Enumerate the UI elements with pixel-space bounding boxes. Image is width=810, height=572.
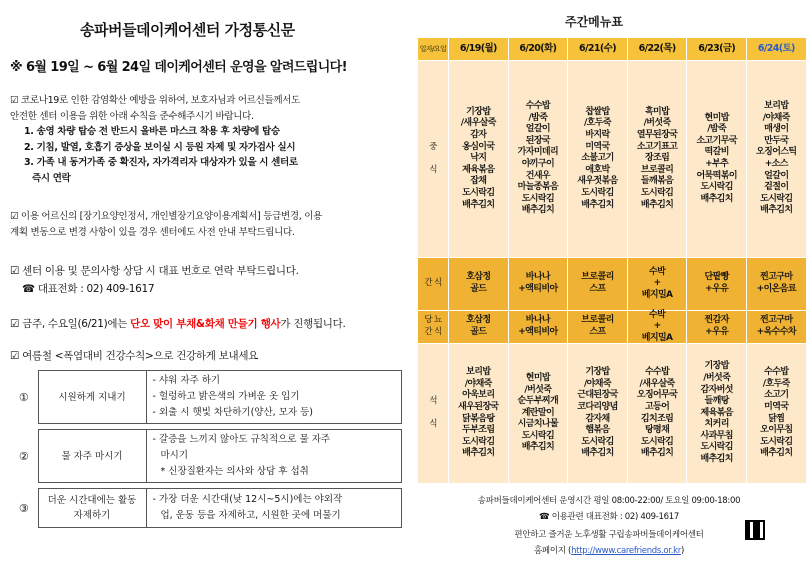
- lunch-menu-cell: 현미밥 /밤죽 소고기무국 떡갈비 +부추 어묵떡볶이 도시락김 배추김치: [687, 61, 746, 257]
- footer-phone: ☎ 이용관련 대표전화 : 02) 409-1617: [539, 512, 679, 522]
- snack2-menu-cell: 바나나 +액티비아: [509, 311, 568, 343]
- covid-rules: [24, 124, 298, 186]
- tip-line: - 샤워 자주 하기: [152, 375, 221, 386]
- contact-line: ☑ 센터 이용 및 문의사항 상담 시 대표 번호로 연락 부탁드립니다.: [10, 265, 299, 277]
- tip-name: 더운 시간대에는 활동 자제하기: [38, 489, 146, 528]
- lunch-menu-cell: 기장밥 /새우살죽 감자 옹심이국 낙지 제육볶음 잡채 도시락김 배추김치: [449, 61, 508, 257]
- snack2-menu-cell: 수박 + 베지밀A: [628, 311, 687, 343]
- tip-line: - 가장 더운 시간대(낮 12시~5시)에는 야외작: [152, 494, 343, 505]
- tip-number: ③: [18, 501, 29, 515]
- meal-label-lunch: 중 식: [418, 61, 448, 257]
- covid-line-2: 안전한 센터 이용을 위한 아래 수칙을 준수해주시기 바랍니다.: [10, 110, 254, 122]
- day-header: 6/21(수): [568, 38, 627, 60]
- homepage-close: ): [680, 546, 684, 556]
- info-line-2: 계획 변동으로 변경 사항이 있을 경우 센터에도 사전 안내 부탁드립니다.: [10, 226, 295, 238]
- homepage-link[interactable]: http://www.carefriends.or.kr: [571, 546, 681, 556]
- day-header: 6/24(토): [747, 38, 806, 60]
- newsletter-title: 송파버들데이케어센터 가정통신문: [80, 21, 295, 39]
- lunch-menu-cell: 찹쌀밥 /호두죽 바지락 미역국 소불고기 애호박 새우젓볶음 도시락김 배추김치: [568, 61, 627, 257]
- tip-line: - 헐렁하고 밝은색의 가벼운 옷 입기: [152, 391, 300, 402]
- tip-line: * 신장질환자는 의사와 상담 후 섭취: [160, 466, 309, 477]
- day-header: 6/22(목): [628, 38, 687, 60]
- dinner-menu-cell: 기장밥 /야채죽 근대된장국 코다리양념 감자채 햄볶음 도시락김 배추김치: [568, 344, 627, 483]
- footer-slogan: 편안하고 즐거운 노후생활 구립송파버들데이케어센터: [514, 530, 704, 540]
- newsletter-panel: [10, 0, 405, 572]
- snack2-menu-cell: 찐감자 +우유: [687, 311, 746, 343]
- menu-panel: [415, 0, 803, 572]
- tip-line: 업, 운동 등을 자제하고, 시원한 곳에 머물기: [160, 510, 341, 521]
- weekly-menu-table: [418, 38, 800, 483]
- tip-name: 시원하게 지내기: [38, 371, 146, 424]
- lunch-menu-cell: 수수밥 /밤죽 얼갈이 된장국 가자미데리 야끼구이 건새우 마늘종볶음 도시락김 배추김치: [509, 61, 568, 257]
- covid-rule-1: 1. 송영 차량 탑승 전 반드시 올바른 마스크 착용 후 차량에 탑승: [24, 126, 280, 137]
- tip-row: [10, 371, 402, 424]
- snack2-menu-cell: 찐고구마 +옥수수차: [747, 311, 806, 343]
- covid-rule-2: 2. 기침, 발열, 호흡기 증상을 보이실 시 등원 자제 및 자가검사 실시: [24, 141, 296, 153]
- day-header: 6/19(월): [449, 38, 508, 60]
- homepage-label: 홈페이지 (: [534, 546, 572, 556]
- tip-line: - 갈증을 느끼지 않아도 규칙적으로 물 자주: [152, 434, 331, 445]
- menu-corner-label: 일자/요일: [418, 38, 448, 60]
- menu-title: 주간메뉴표: [565, 15, 623, 29]
- info-notice: [10, 209, 322, 240]
- tip-number: ①: [18, 390, 29, 404]
- dinner-menu-cell: 현미밥 /버섯죽 순두부찌개 계란말이 시금치나물 도시락김 배추김치: [509, 344, 568, 483]
- snack2-menu-cell: 호삼정 골드: [449, 311, 508, 343]
- tip-row: [10, 430, 402, 483]
- day-header: 6/20(화): [509, 38, 568, 60]
- footer-homepage: [415, 544, 803, 556]
- covid-line-1: ☑ 코로나19로 인한 감염확산 예방을 위하여, 보호자님과 어르신들께서도: [10, 95, 301, 106]
- tip-description: [146, 430, 402, 483]
- contact-notice: [10, 262, 299, 298]
- snack1-menu-cell: 바나나 +액티비아: [509, 258, 568, 310]
- snack1-menu-cell: 단팥빵 +우유: [687, 258, 746, 310]
- covid-notice: [10, 93, 300, 124]
- snack1-menu-cell: 호삼정 골드: [449, 258, 508, 310]
- dinner-menu-cell: 보리밥 /야채죽 아욱보리 새우된장국 닭볶음탕 두부조림 도시락김 배추김치: [449, 344, 508, 483]
- covid-rule-3: 3. 가족 내 동거가족 중 확진자, 자가격리자 대상자가 있을 시 센터로: [24, 157, 298, 168]
- summer-heading: ☑ 여름철 <폭염대비 건강수칙>으로 건강하게 보내세요: [10, 350, 258, 362]
- day-header: 6/23(금): [687, 38, 746, 60]
- snack2-menu-cell: 브로콜리 스프: [568, 311, 627, 343]
- tip-number: ②: [18, 449, 29, 463]
- dinner-menu-cell: 기장밥 /버섯죽 감자버섯 들깨탕 제육볶음 치커리 사과무침 도시락김 배추김치: [687, 344, 746, 483]
- lunch-menu-cell: 보리밥 /야채죽 매생이 만두국 오징어스틱 +소스 얼갈이 겉절이 도시락김 배추김치: [747, 61, 806, 257]
- meal-label-snack2: 당 뇨 간 식: [418, 311, 448, 343]
- info-line-1: ☑ 이용 어르신의 [장기요양인정서, 개인별장기요양이용계획서] 등급변경, 이용: [10, 211, 322, 222]
- tip-description: [146, 371, 402, 424]
- operating-hours: 송파버들데이케어센터 운영시간 평일 08:00-22:00/ 토요일 09:00-18:00: [477, 496, 741, 506]
- tip-description: [146, 489, 402, 528]
- snack1-menu-cell: 수박 + 베지밀A: [628, 258, 687, 310]
- event-notice: [10, 317, 346, 333]
- covid-rule-3-cont: 즉시 연락: [32, 172, 71, 184]
- meal-label-dinner: 석 식: [418, 344, 448, 483]
- schedule-headline: ※ 6월 19일 ~ 6월 24일 데이케어센터 운영을 알려드립니다!: [10, 60, 347, 75]
- snack1-menu-cell: 브로콜리 스프: [568, 258, 627, 310]
- health-tips-table: [10, 370, 402, 528]
- tip-line: 마시기: [160, 450, 189, 461]
- snack1-menu-cell: 찐고구마 +이온음료: [747, 258, 806, 310]
- event-highlight: 단오 맞이 부채&화채 만들기 행사: [130, 318, 281, 330]
- dinner-menu-cell: 수수밥 /호두죽 소고기 미역국 닭찜 오이무침 도시락김 배추김치: [747, 344, 806, 483]
- meal-label-snack1: 간 식: [418, 258, 448, 310]
- qr-code-icon: [745, 520, 765, 540]
- tip-name: 물 자주 마시기: [38, 430, 146, 483]
- event-post: 가 진행됩니다.: [280, 318, 346, 330]
- dinner-menu-cell: 수수밥 /새우살죽 오징어무국 고등어 김치조림 탕평채 도시락김 배추김치: [628, 344, 687, 483]
- lunch-menu-cell: 흑미밥 /버섯죽 열무된장국 소고기표고 장조림 브로콜리 들깨볶음 도시락김 배추김치: [628, 61, 687, 257]
- contact-phone: ☎ 대표전화 : 02) 409-1617: [22, 283, 155, 295]
- tip-row: [10, 489, 402, 528]
- tip-line: - 외출 시 햇빛 차단하기(양산, 모자 등): [152, 407, 313, 418]
- event-pre: ☑ 금주, 수요일(6/21)에는: [10, 318, 131, 330]
